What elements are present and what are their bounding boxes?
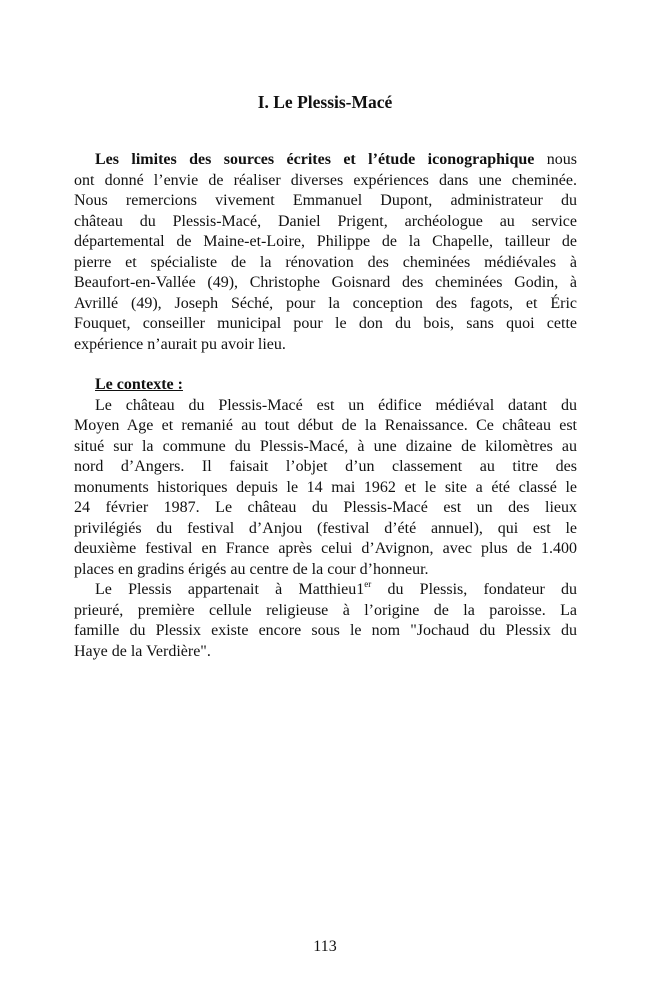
text-line: Nous remercions vivement Emmanuel Dupont, administrateur du (74, 192, 577, 209)
text-line: Beaufort-en-Vallée (49), Christophe Goisnard des cheminées Godin, à (74, 274, 577, 291)
text-line: privilégiés du festival d’Anjou (festival d’été annuel), qui est le (74, 519, 577, 537)
context-section (74, 375, 577, 662)
text-line: Avrillé (49), Joseph Séché, pour la conception des fagots, et Éric (74, 294, 577, 312)
section-heading (74, 375, 577, 396)
text-line: famille du Plessix existe encore sous le nom "Jochaud du Plessix du (74, 622, 577, 639)
page-title: I. Le Plessis-Macé (257, 92, 393, 112)
text-line (74, 580, 577, 601)
text: Le Plessis appartenait à Matthieu1 (95, 581, 365, 598)
text-line: pierre et spécialiste de la rénovation des cheminées médiévales à (74, 253, 577, 271)
text-line: 24 février 1987. Le château du Plessis-Macé est un des lieux (74, 499, 577, 516)
text-line: monuments historiques depuis le 14 mai 1962 et le site a été classé le (74, 478, 577, 496)
text-line: deuxième festival en France après celui d’Avignon, avec plus de 1.400 (74, 540, 577, 557)
text-line: château du Plessis-Macé, Daniel Prigent, archéologue au service (74, 212, 577, 230)
text-line: nord d’Angers. Il faisait l’objet d’un classement au titre des (74, 458, 577, 475)
text-line: Le château du Plessis-Macé est un édifice médiéval datant du (95, 396, 577, 414)
text-line: expérience n’aurait pu avoir lieu. (74, 335, 286, 353)
superscript: er (364, 579, 372, 589)
text: du Plessis, fondateur du (371, 581, 577, 598)
intro-paragraph (74, 150, 577, 355)
text-line: Haye de la Verdière". (74, 642, 211, 660)
text-line: Fouquet, conseiller municipal pour le don du bois, sans quoi cette (74, 315, 577, 332)
text: nous (534, 151, 577, 168)
text-line: places en gradins érigés au centre de la cour d’honneur. (74, 560, 429, 578)
text-line (74, 150, 577, 171)
text-line: ont donné l’envie de réaliser diverses expériences dans une cheminée. (74, 171, 577, 189)
page-number: 113 (313, 938, 337, 955)
context-heading: Le contexte : (95, 376, 183, 393)
text-line: situé sur la commune du Plessis-Macé, à une dizaine de kilomètres au (74, 437, 577, 455)
text-line: prieuré, première cellule religieuse à l’origine de la paroisse. La (74, 601, 577, 619)
bold-lead: Les limites des sources écrites et l’étude iconographique (95, 151, 535, 168)
text-line: Moyen Age et remanié au tout début de la Renaissance. Ce château est (74, 417, 577, 434)
text-line: départemental de Maine-et-Loire, Philippe de la Chapelle, tailleur de (74, 233, 577, 250)
